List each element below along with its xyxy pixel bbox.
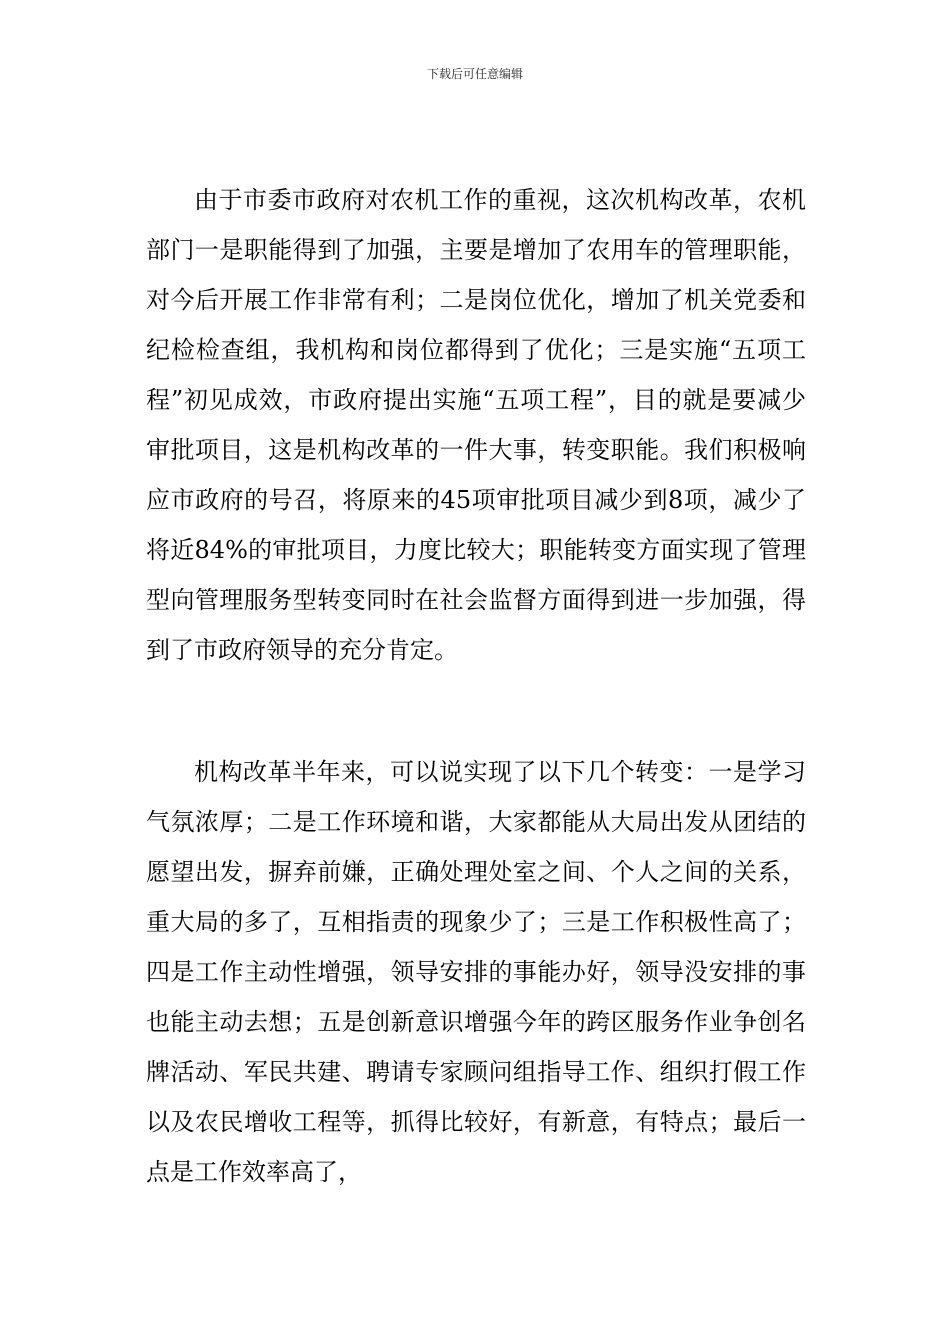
header-note: 下载后可任意编辑 <box>426 67 523 81</box>
paragraph-2: 机构改革半年来，可以说实现了以下几个转变：一是学习气氛浓厚；二是工作环境和谐，大家都能从大局出发从团结的愿望出发，摒弃前嫌，正确处理处室之间、个人之间的关系，重大局的多了，互相指责的现象少了；三是工作积极性高了；四是工作主动性增强，领导安排的事能办好，领导没安排的事也能主动去想；五是创新意识增强今年的跨区服务作业争创名牌活动、军民共建、聘请专家顾问组指导工作、组织打假工作以及农民增收工程等，抓得比较好，有新意，有特点；最后一点是工作效率高了， <box>146 758 806 1186</box>
paragraph-1: 由于市委市政府对农机工作的重视，这次机构改革，农机部门一是职能得到了加强，主要是增加了农用车的管理职能，对今后开展工作非常有利；二是岗位优化，增加了机关党委和纪检检查组，我机构和岗位都得到了优化；三是实施“五项工程”初见成效，市政府提出实施“五项工程”，目的就是要减少审批项目，这是机构改革的一件大事，转变职能。我们积极响应市政府的号召，将原来的45项审批项目减少到8项，减少了将近84%的审批项目，力度比较大；职能转变方面实现了管理型向管理服务型转变同时在社会监督方面得到进一步加强，得到了市政府领导的充分肯定。 <box>146 186 806 664</box>
